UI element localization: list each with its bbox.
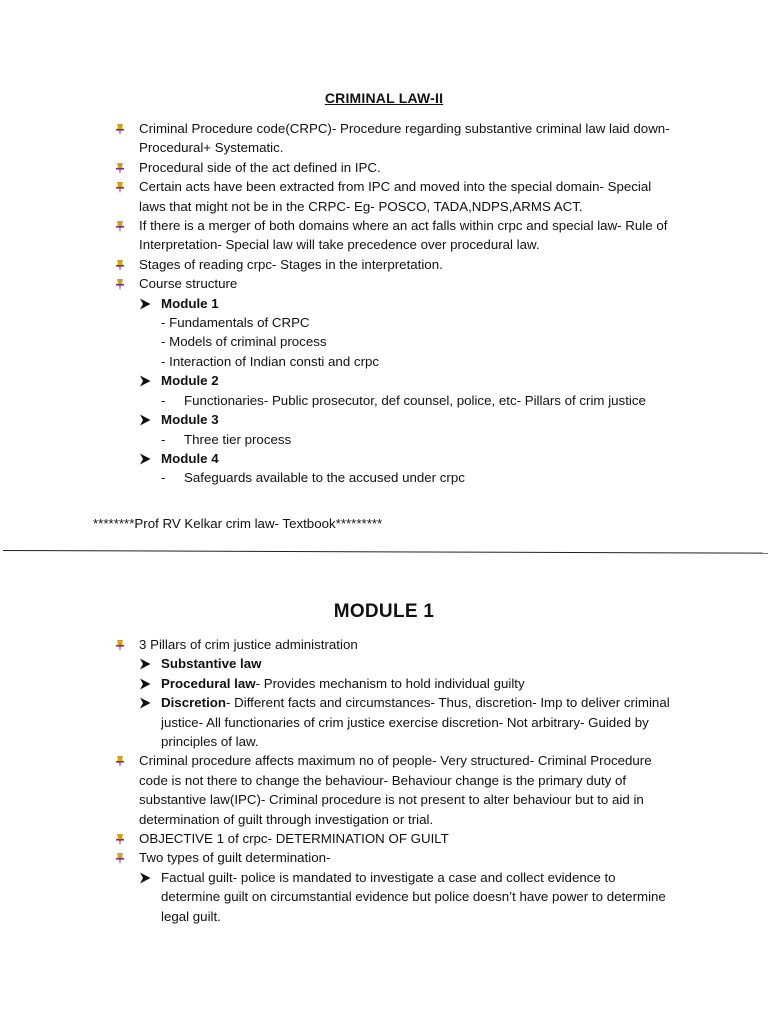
module-line: - Functionaries- Public prosecutor, def counsel, police, etc- Pillars of crim justice xyxy=(161,392,646,408)
list-item: Certain acts have been extracted from IPC and moved into the special domain- Special laws that might not be in the CRPC- Eg- POSCO, TADA,NDPS,ARMS ACT. xyxy=(114,177,674,216)
module-line: - Fundamentals of CRPC xyxy=(161,315,310,331)
pushpin-bullet-icon xyxy=(114,181,126,193)
arrowhead-bullet-icon xyxy=(139,678,151,690)
arrowhead-bullet-icon xyxy=(139,414,151,426)
arrowhead-bullet-icon xyxy=(139,697,151,709)
module-line: - Safeguards available to the accused under crpc xyxy=(161,470,465,486)
module-line: - Models of criminal process xyxy=(161,334,327,350)
arrowhead-bullet-icon xyxy=(139,658,151,670)
pillar-item: Discretion- Different facts and circumstances- Thus, discretion- Imp to deliver criminal justice- All functionaries of crim justice exercise discretion- Not arbitrary- Guided by principles of law. xyxy=(114,693,674,751)
arrowhead-bullet-icon xyxy=(139,453,151,465)
pushpin-bullet-icon xyxy=(114,833,126,845)
pillar-item: Substantive law xyxy=(114,654,674,673)
arrowhead-bullet-icon xyxy=(139,375,151,387)
list-item: OBJECTIVE 1 of crpc- DETERMINATION OF GUILT xyxy=(114,829,674,848)
page-divider xyxy=(3,550,768,554)
arrowhead-bullet-icon xyxy=(139,298,151,310)
module-heading: Module 2 xyxy=(114,371,674,390)
textbook-note: ********Prof RV Kelkar crim law- Textbook********* xyxy=(93,516,383,531)
list-item: Stages of reading crpc- Stages in the interpretation. xyxy=(114,255,674,274)
list-item: Procedural side of the act defined in IPC. xyxy=(114,158,674,177)
pushpin-bullet-icon xyxy=(114,259,126,271)
module-3-block xyxy=(114,410,674,449)
list-item: 3 Pillars of crim justice administration xyxy=(114,635,674,654)
module-4-block xyxy=(114,449,674,488)
intro-bullet-list xyxy=(114,119,674,488)
module-line: - Interaction of Indian consti and crpc xyxy=(161,353,380,369)
pushpin-bullet-icon xyxy=(114,755,126,767)
guilt-item: Factual guilt- police is mandated to investigate a case and collect evidence to determine guilt on circumstantial evidence but police doesn’t have power to determine legal guilt. xyxy=(114,868,674,926)
list-item-course-structure: Course structure xyxy=(114,274,674,293)
module-heading: Module 1 xyxy=(114,294,674,313)
list-item: Criminal Procedure code(CRPC)- Procedure regarding substantive criminal law laid down- Procedural+ Systematic. xyxy=(114,119,674,158)
list-item: Criminal procedure affects maximum no of people- Very structured- Criminal Procedure code is not there to change the behaviour- Behaviour change is the primary duty of substantive law(IPC)- Criminal procedure is not present to alter behaviour but to aid in determination of guilt through investigation or trial. xyxy=(114,751,674,829)
module-heading: Module 4 xyxy=(114,449,674,468)
module-2-block xyxy=(114,371,674,410)
pushpin-bullet-icon xyxy=(114,639,126,651)
list-item: Two types of guilt determination- xyxy=(114,848,674,867)
pushpin-bullet-icon xyxy=(114,123,126,135)
list-item: If there is a merger of both domains where an act falls within crpc and special law- Rule of Interpretation- Special law will take precedence over procedural law. xyxy=(114,216,674,255)
pushpin-bullet-icon xyxy=(114,852,126,864)
module-heading: Module 3 xyxy=(114,410,674,429)
pushpin-bullet-icon xyxy=(114,220,126,232)
page-title: CRIMINAL LAW-II xyxy=(324,90,444,106)
section-title: MODULE 1 xyxy=(333,601,435,622)
pillars-block xyxy=(114,654,674,751)
module-line: - Three tier process xyxy=(161,431,292,447)
arrowhead-bullet-icon xyxy=(139,872,151,884)
module-1-block xyxy=(114,294,674,372)
pushpin-bullet-icon xyxy=(114,162,126,174)
pushpin-bullet-icon xyxy=(114,278,126,290)
module1-bullet-list xyxy=(114,635,674,926)
guilt-types-block xyxy=(114,868,674,926)
pillar-item: Procedural law- Provides mechanism to hold individual guilty xyxy=(114,674,674,693)
